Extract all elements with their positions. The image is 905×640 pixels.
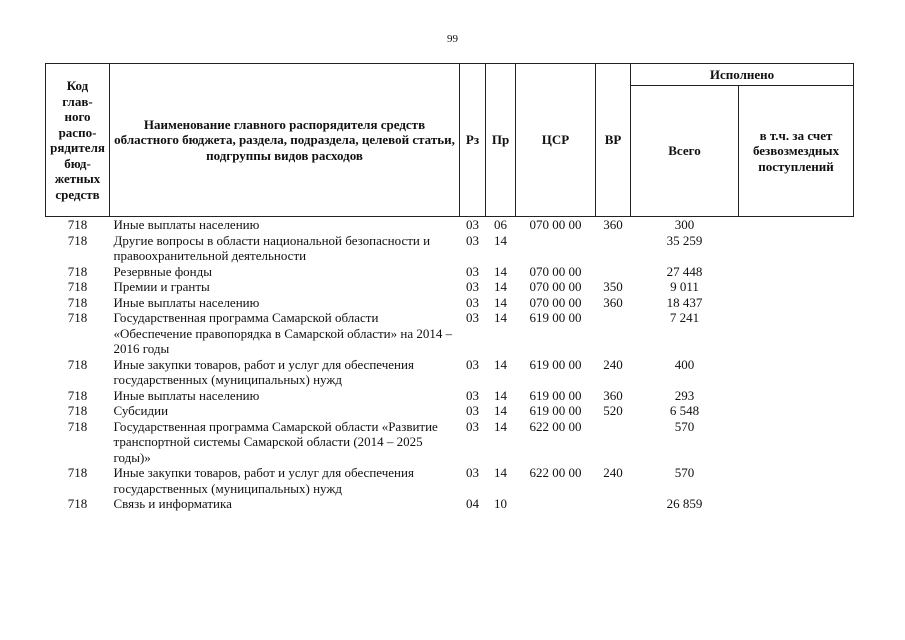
cell-code: 718 (67, 217, 88, 232)
cell-total: 6 548 (669, 403, 700, 418)
cell-rz: 03 (466, 217, 479, 232)
cell-pr: 14 (494, 294, 507, 310)
cell-gratuitous (739, 465, 854, 496)
cell-gratuitous (739, 217, 854, 233)
cell-vr (596, 496, 631, 512)
cell-name: Иные закупки товаров, работ и услуг для обеспечения государственных (муниципальных) нужд (113, 465, 414, 496)
cell-code: 718 (67, 310, 88, 325)
cell-csr: 622 00 00 (529, 418, 582, 434)
cell-vr (596, 233, 631, 264)
header-rz: Рз (460, 64, 486, 217)
cell-gratuitous (739, 388, 854, 404)
cell-code: 718 (67, 294, 88, 310)
cell-pr: 14 (494, 263, 507, 279)
cell-rz: 03 (466, 263, 479, 279)
cell-csr: 619 00 00 (529, 403, 582, 418)
cell-code: 718 (67, 496, 88, 511)
cell-total: 293 (674, 387, 695, 403)
cell-csr: 619 00 00 (529, 387, 582, 403)
table-row (46, 310, 854, 357)
cell-gratuitous (739, 295, 854, 311)
cell-vr (596, 264, 631, 280)
table-row (46, 419, 854, 466)
cell-rz: 03 (466, 356, 479, 372)
header-name: Наименование главного распорядителя средств областного бюджета, раздела, подраздела, целевой статьи, подгруппы видов расходов (110, 64, 460, 217)
cell-rz: 03 (466, 387, 479, 403)
cell-rz: 03 (466, 465, 479, 480)
cell-name: Иные закупки товаров, работ и услуг для обеспечения государственных (муниципальных) нужд (113, 356, 414, 387)
cell-vr: 360 (603, 217, 623, 232)
page-number: 99 (447, 33, 458, 45)
cell-total: 35 259 (666, 232, 703, 248)
cell-vr: 350 (603, 279, 623, 294)
cell-code: 718 (67, 356, 88, 372)
table-row (46, 403, 854, 419)
cell-rz: 03 (466, 418, 479, 434)
cell-rz: 03 (466, 310, 479, 325)
cell-gratuitous (739, 419, 854, 466)
cell-total: 9 011 (670, 279, 699, 294)
cell-gratuitous (739, 310, 854, 357)
table-row (46, 295, 854, 311)
cell-csr (516, 496, 596, 512)
cell-pr: 14 (494, 403, 507, 418)
cell-vr (596, 419, 631, 466)
header-csr: ЦСР (516, 64, 596, 217)
cell-vr: 240 (603, 465, 623, 480)
cell-vr: 360 (603, 387, 623, 403)
cell-name: Иные выплаты населению (113, 217, 260, 232)
cell-name: Субсидии (113, 403, 169, 418)
cell-pr: 14 (494, 232, 507, 248)
cell-gratuitous (739, 403, 854, 419)
cell-csr: 619 00 00 (529, 356, 582, 372)
cell-csr (516, 233, 596, 264)
table-row (46, 264, 854, 280)
cell-vr: 240 (603, 356, 623, 372)
cell-csr: 070 00 00 (529, 294, 582, 310)
cell-vr: 520 (603, 403, 623, 418)
cell-code: 718 (67, 263, 88, 279)
cell-name: Иные выплаты населению (113, 294, 260, 310)
table-row (46, 217, 854, 233)
header-gratuitous: в т.ч. за счет безвозмездных поступлений (739, 86, 854, 217)
cell-gratuitous (739, 279, 854, 295)
table-row (46, 279, 854, 295)
cell-name: Премии и гранты (113, 279, 210, 294)
cell-total: 400 (674, 356, 695, 372)
cell-csr: 622 00 00 (529, 465, 582, 480)
table-row (46, 496, 854, 512)
cell-csr: 619 00 00 (529, 310, 582, 325)
header-executed: Исполнено (631, 64, 854, 86)
cell-rz: 03 (466, 232, 479, 248)
cell-gratuitous (739, 496, 854, 512)
table-row (46, 233, 854, 264)
cell-csr: 070 00 00 (529, 279, 582, 294)
cell-total: 27 448 (666, 263, 703, 279)
cell-gratuitous (739, 233, 854, 264)
cell-pr: 14 (494, 465, 507, 480)
cell-vr (596, 310, 631, 357)
cell-pr: 14 (494, 387, 507, 403)
cell-code: 718 (67, 387, 88, 403)
cell-gratuitous (739, 264, 854, 280)
cell-rz: 03 (466, 279, 479, 294)
cell-pr: 14 (494, 279, 507, 294)
table-row (46, 357, 854, 388)
cell-total: 18 437 (666, 294, 703, 310)
cell-total: 26 859 (666, 496, 703, 511)
cell-vr: 360 (603, 294, 623, 310)
cell-total: 300 (674, 217, 695, 232)
cell-pr: 14 (494, 418, 507, 434)
cell-pr: 10 (494, 496, 507, 511)
table-row (46, 465, 854, 496)
cell-total: 7 241 (669, 310, 700, 325)
cell-code: 718 (67, 232, 88, 248)
budget-table (45, 63, 854, 512)
cell-name: Другие вопросы в области национальной безопасности и правоохранительной деятельности (113, 232, 431, 263)
table-row (46, 388, 854, 404)
header-code: Код глав- ного распо- рядителя бюд- жетных средств (46, 64, 110, 217)
cell-total: 570 (674, 465, 695, 480)
cell-gratuitous (739, 357, 854, 388)
header-vr: ВР (596, 64, 631, 217)
cell-rz: 04 (466, 496, 479, 511)
cell-pr: 14 (494, 310, 507, 325)
header-total: Всего (631, 86, 739, 217)
cell-pr: 14 (494, 356, 507, 372)
cell-code: 718 (67, 403, 88, 418)
cell-name: Государственная программа Самарской области «Обеспечение правопорядка в Самарской области» на 2014 – 2016 годы (113, 310, 453, 356)
cell-rz: 03 (466, 294, 479, 310)
cell-name: Резервные фонды (113, 263, 212, 279)
cell-rz: 03 (466, 403, 479, 418)
cell-code: 718 (67, 418, 88, 434)
cell-csr: 070 00 00 (529, 263, 582, 279)
cell-pr: 06 (494, 217, 507, 232)
cell-code: 718 (67, 279, 88, 294)
cell-name: Иные выплаты населению (113, 387, 260, 403)
cell-name: Государственная программа Самарской области «Развитие транспортной системы Самарской области (2014 – 2025 годы)» (113, 418, 438, 465)
cell-csr: 070 00 00 (529, 217, 582, 232)
cell-code: 718 (67, 465, 88, 480)
cell-name: Связь и информатика (113, 496, 232, 511)
cell-total: 570 (674, 418, 695, 434)
header-pr: Пр (486, 64, 516, 217)
